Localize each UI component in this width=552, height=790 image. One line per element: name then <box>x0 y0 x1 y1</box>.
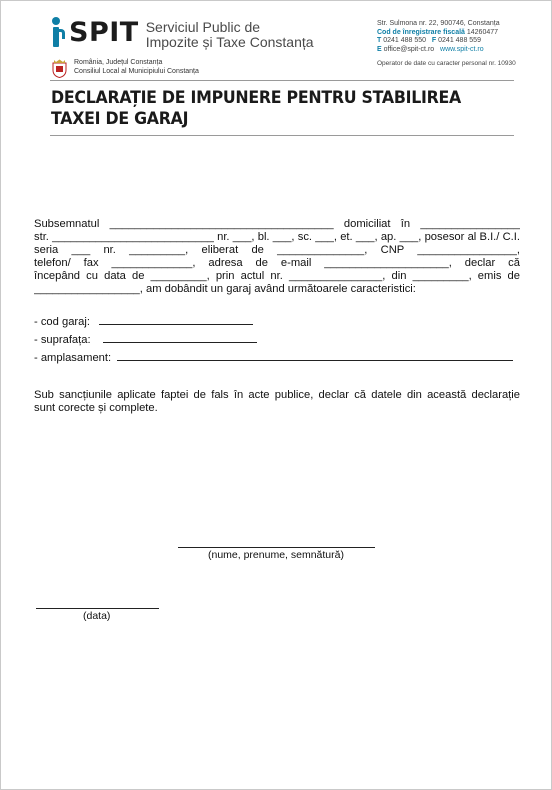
amplasament-label: - amplasament: <box>34 352 112 364</box>
paragraph-line: seria ___ nr. _________, eliberat de ______________, CNP ________________, <box>34 244 520 257</box>
crest-line1: România, Județul Constanța <box>74 59 163 66</box>
cod-garaj-row <box>34 314 253 328</box>
suprafata-row <box>34 332 257 346</box>
paragraph-line: str. __________________________ nr. ___, bl. ___, sc. ___, et. ___, ap. ___, posesor al B.I./ C.I. <box>34 231 520 244</box>
suprafata-field[interactable] <box>103 332 257 343</box>
phone: 0241 488 550 <box>383 37 427 44</box>
spit-logo <box>51 17 314 50</box>
cod-garaj-field[interactable] <box>99 314 253 325</box>
date-caption: (data) <box>83 610 111 622</box>
logo-word: SPIT <box>69 17 139 48</box>
website-link[interactable]: www.spit-ct.ro <box>440 45 484 53</box>
fax: 0241 488 559 <box>438 37 481 44</box>
amplasament-row <box>34 350 513 364</box>
paragraph-line: începând cu data de _________, prin actul nr. _______________, din _________, emis de <box>34 270 520 283</box>
document-title <box>51 88 461 130</box>
declaration-paragraph <box>34 218 520 297</box>
statement-line2: sunt corecte și complete. <box>34 402 158 415</box>
crest-block <box>51 58 199 78</box>
paragraph-line: _________________, am dobândit un garaj având următoarele caracteristici: <box>34 283 416 296</box>
contact-block <box>377 20 500 54</box>
title-line1: DECLARAȚIE DE IMPUNERE PENTRU STABILIREA <box>51 88 462 108</box>
logo-mark-icon <box>51 17 65 49</box>
suprafata-label: - suprafața: <box>34 334 91 346</box>
title-divider <box>50 135 514 136</box>
fiscal-label: Cod de înregistrare fiscală <box>377 28 465 36</box>
org-name-line1: Serviciul Public de <box>145 19 261 35</box>
header-divider <box>50 80 514 81</box>
amplasament-field[interactable] <box>117 350 513 361</box>
fax-key: F <box>431 37 437 44</box>
date-line[interactable] <box>36 608 159 609</box>
coat-of-arms-icon <box>51 58 68 78</box>
phone-key: T <box>377 37 382 44</box>
org-name <box>146 20 314 50</box>
cod-garaj-label: - cod garaj: <box>34 316 90 328</box>
declaration-statement <box>34 389 520 415</box>
signature-caption: (nume, prenume, semnătură) <box>208 549 344 561</box>
operator-note: Operator de date cu caracter personal nr. 10930 <box>377 60 516 67</box>
address: Str. Sulmona nr. 22, 900746, Constanța <box>377 20 500 27</box>
email-key: E <box>377 45 382 53</box>
paragraph-line: Subsemnatul ____________________________________ domiciliat în ________________ <box>34 218 520 230</box>
statement-line1: Sub sancțiunile aplicate faptei de fals în acte publice, declar că datele din această declarație <box>34 389 520 401</box>
crest-line2: Consiliul Local al Municipiului Constanța <box>74 68 199 75</box>
title-line2: TAXEI DE GARAJ <box>51 109 189 129</box>
email-link[interactable]: office@spit-ct.ro <box>383 45 435 53</box>
fiscal-code: 14260477 <box>466 28 499 36</box>
org-name-line2: Impozite și Taxe Constanța <box>145 34 314 50</box>
signature-line[interactable] <box>178 547 375 548</box>
paragraph-line: telefon/ fax _____________, adresa de e-mail ____________________, declar că <box>34 257 520 270</box>
